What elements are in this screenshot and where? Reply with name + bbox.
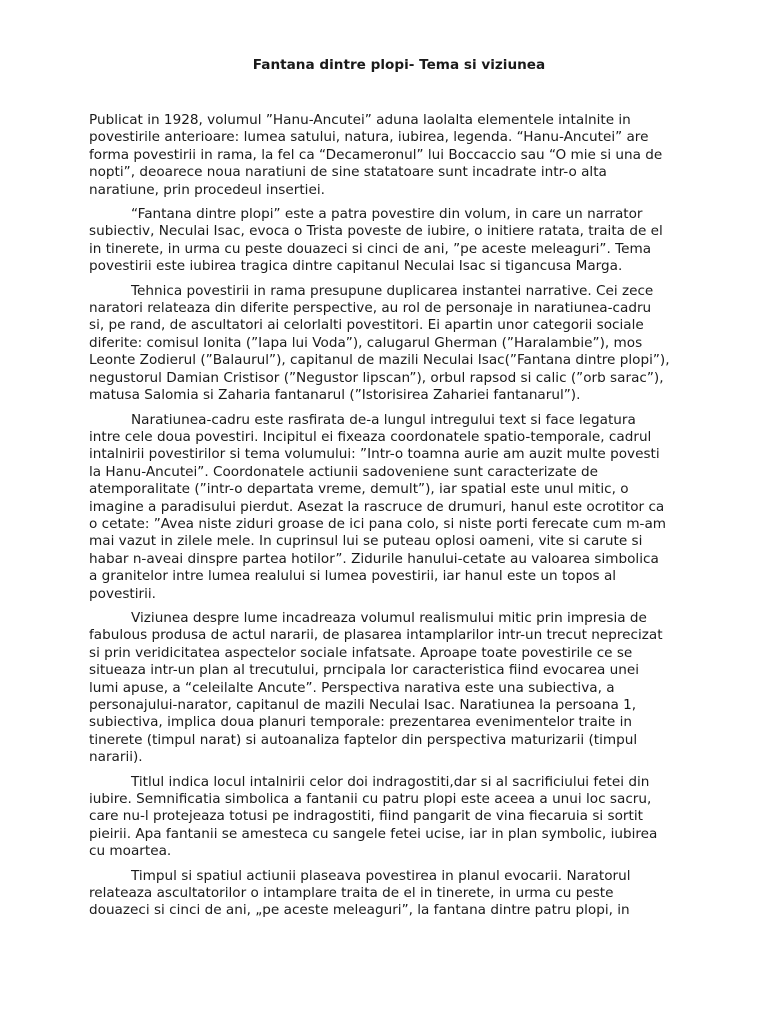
paragraph-line: la Hanu-Ancutei”. Coordonatele actiunii sadoveniene sunt caracterizate de (89, 463, 599, 480)
paragraph-line: si, pe rand, de ascultatori ai celorlalti povestitori. Ei apartin unor categorii sociale (89, 317, 644, 334)
paragraph-line: iubire. Semnificatia simbolica a fantanii cu patru plopi este aceea a unui loc sacru, (89, 791, 652, 808)
paragraph-line: naratiune, prin procedeul insertiei. (89, 181, 325, 198)
paragraph-line: douazeci si cinci de ani, „pe aceste meleaguri”, la fantana dintre patru plopi, in (89, 902, 630, 919)
paragraph-line: intre cele doua povestiri. Incipitul ei fixeaza coordonatele spatio-temporale, cadrul (89, 428, 652, 445)
paragraph-line: habar n-aveai dinspre partea hotilor”. Zidurile hanului-cetate au valoarea simbolica (89, 550, 659, 567)
paragraph-line: Leonte Zodierul (”Balaurul”), capitanul de mazili Neculai Isac(”Fantana dintre plopi”), (89, 352, 670, 369)
paragraph-4 (89, 412, 689, 603)
paragraph-line: Viziunea despre lume incadreaza volumul realismului mitic prin impresia de (131, 609, 647, 626)
paragraph-line: situeaza intr-un plan al trecutului, prncipala lor caracteristica fiind evocarea unei (89, 662, 640, 679)
paragraph-line: forma povestirii in rama, la fel ca “Decameronul” lui Boccaccio sau “O mie si una de (89, 146, 663, 163)
paragraph-line: “Fantana dintre plopi” este a patra povestire din volum, in care un narrator (131, 206, 643, 223)
paragraph-line: povestirii. (89, 585, 157, 602)
paragraph-line: negustorul Damian Cristisor (”Negustor lipscan”), orbul rapsod si calic (”orb sarac”), (89, 369, 664, 386)
paragraph-line: nopti”, deoarece noua naratiuni de sine statatoare sunt incadrate intr-o alta (89, 164, 607, 181)
paragraph-line: povestirile anterioare: lumea satului, natura, iubirea, legenda. “Hanu-Ancutei” are (89, 129, 649, 146)
paragraph-line: mai vazut in zilele mele. In cuprinsul lui se puteau oplosi oameni, vite si carute si (89, 533, 643, 550)
paragraph-line: imagine a paradisului pierdut. Asezat la rascruce de drumuri, hanul este ocrotitor ca (89, 498, 665, 515)
paragraph-line: a granitelor intre lumea realului si lumea povestirii, iar hanul este un topos al (89, 568, 617, 585)
paragraph-line: care nu-l protejeaza totusi pe indragostiti, fiind pangarit de vina fiecaruia si sortit (89, 808, 643, 825)
paragraph-line: Tehnica povestirii in rama presupune duplicarea instantei narrative. Cei zece (131, 282, 654, 299)
paragraph-line: cu moartea. (89, 843, 172, 860)
paragraph-6 (89, 774, 689, 861)
paragraph-1 (89, 112, 689, 199)
paragraph-line: subiectiva, implica doua planuri temporale: prezentarea evenimentelor traite in (89, 714, 632, 731)
paragraph-line: fabulous produsa de actul nararii, de plasarea intamplarilor intr-un trecut neprecizat (89, 627, 663, 644)
paragraph-line: atemporalitate (”intr-o departata vreme, demult”), iar spatial este unul mitic, o (89, 481, 629, 498)
paragraph-line: intalnirii povestirilor si tema volumului: ”Intr-o toamna aurie am auzit multe povesti (89, 446, 660, 463)
paragraph-line: nararii). (89, 749, 143, 766)
paragraph-line: matusa Salomia si Zaharia fantanarul (”Istorisirea Zahariei fantanarul”). (89, 387, 581, 404)
paragraph-line: Publicat in 1928, volumul ”Hanu-Ancutei” aduna laolalta elementele intalnite in (89, 112, 631, 128)
paragraph-line: diferite: comisul Ionita (”Iapa lui Voda”), calugarul Gherman (”Haralambie”), mos (89, 334, 643, 351)
paragraph-line: relateaza ascultatorilor o intamplare traita de el in tinerete, in urma cu peste (89, 885, 614, 902)
paragraph-line: naratori relateaza din diferite perspective, au rol de personaje in naratiunea-cadru (89, 300, 652, 317)
paragraph-line: pieirii. Apa fantanii se amesteca cu sangele fetei ucise, iar in plan symbolic, iubirea (89, 825, 658, 842)
document-title: Fantana dintre plopi- Tema si viziunea (252, 57, 546, 73)
document-body (89, 112, 689, 927)
paragraph-line: in tinerete, in urma cu peste douazeci si cinci de ani, ”pe aceste meleaguri”. Tema (89, 240, 652, 257)
paragraph-7 (89, 868, 689, 920)
paragraph-line: povestirii este iubirea tragica dintre capitanul Neculai Isac si tigancusa Marga. (89, 258, 623, 275)
paragraph-line: Naratiunea-cadru este rasfirata de-a lungul intregului text si face legatura (131, 411, 636, 428)
paragraph-line: subiectiv, Neculai Isac, evoca o Trista poveste de iubire, o initiere ratata, traita de el (89, 223, 663, 240)
paragraph-line: tinerete (timpul narat) si autoanaliza faptelor din perspectiva maturizarii (timpul (89, 731, 638, 748)
paragraph-line: o cetate: ”Avea niste ziduri groase de ici pana colo, si niste porti ferecate cum m-am (89, 515, 667, 532)
paragraph-3 (89, 283, 689, 405)
paragraph-line: Timpul si spatiul actiunii plaseava povestirea in planul evocarii. Naratorul (131, 867, 631, 884)
paragraph-5 (89, 610, 689, 767)
paragraph-line: Titlul indica locul intalnirii celor doi indragostiti,dar si al sacrificiului fetei din (131, 773, 650, 790)
paragraph-line: lumi apuse, a “celeilalte Ancute”. Perspectiva narativa este una subiectiva, a (89, 679, 615, 696)
paragraph-2 (89, 206, 689, 276)
paragraph-line: personajului-narator, capitanul de mazili Neculai Isac. Naratiunea la persoana 1, (89, 697, 637, 713)
paragraph-line: si prin veridicitatea aspectelor sociale infatsate. Aproape toate povestirile ce se (89, 644, 633, 661)
